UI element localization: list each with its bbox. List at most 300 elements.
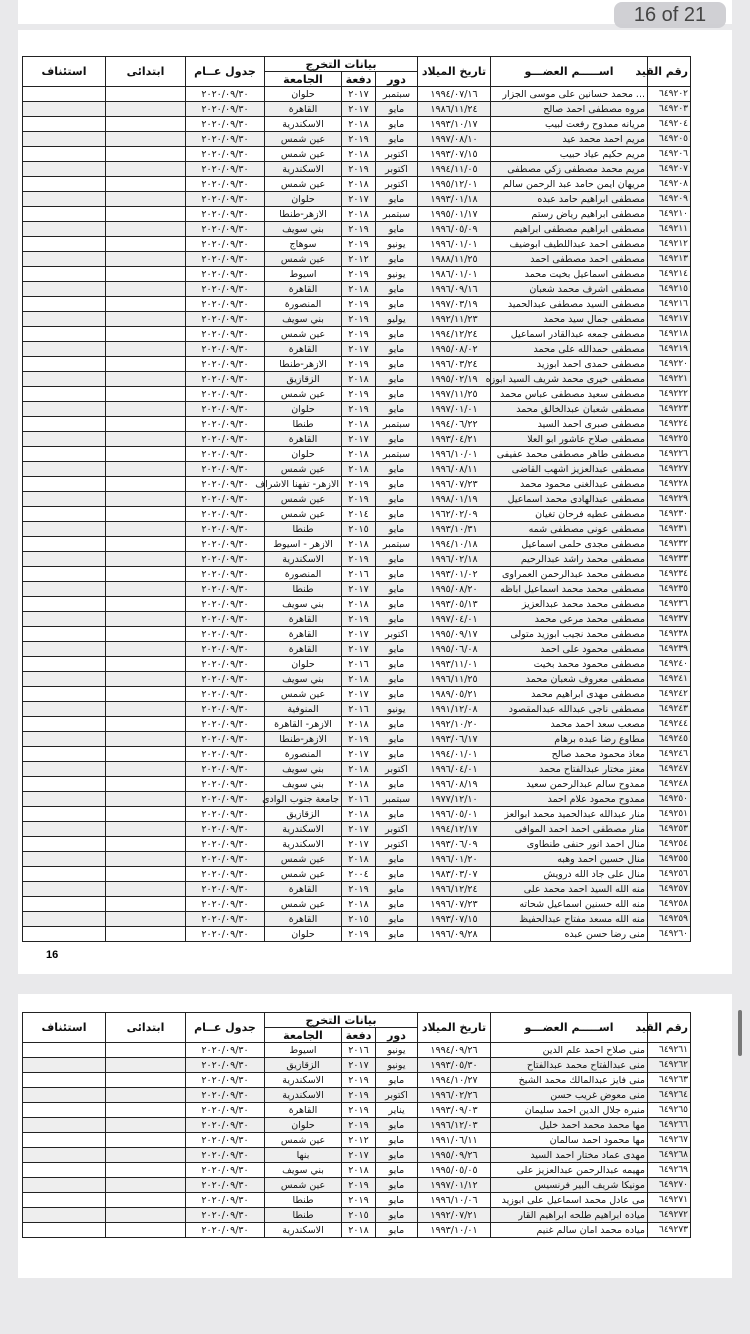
graduation-session: سبتمبر: [376, 447, 418, 462]
member-name: مصطفى محمد عبدالرحمن العمراوى: [491, 567, 648, 582]
primary-cell: [106, 927, 186, 942]
table-row: [23, 1103, 691, 1118]
appeal-cell: [23, 477, 106, 492]
primary-cell: [106, 192, 186, 207]
graduation-session: مايو: [376, 717, 418, 732]
member-name: ممدوح سالم عبدالرحمن سعيد: [491, 777, 648, 792]
university: الازهر- تفهنا الاشراف: [265, 477, 342, 492]
member-id: ٦٤٩٢٢١: [648, 372, 691, 387]
member-id: ٦٤٩٢٢٤: [648, 417, 691, 432]
birth-date: ١٩٨٣/٠٣/٠٧: [418, 867, 491, 882]
general-register-date: ٢٠٢٠/٠٩/٣٠: [186, 852, 265, 867]
appeal-cell: [23, 657, 106, 672]
general-register-date: ٢٠٢٠/٠٩/٣٠: [186, 372, 265, 387]
primary-cell: [106, 132, 186, 147]
birth-date: ١٩٩٤/٠٦/٢٢: [418, 417, 491, 432]
member-name: منه الله حسنين اسماعيل شحاته: [491, 897, 648, 912]
document-page-16: [18, 30, 732, 974]
university: طنطا: [265, 582, 342, 597]
header-primary: ابتدائى: [106, 57, 186, 87]
member-name: مريم احمد محمد عيد: [491, 132, 648, 147]
member-id: ٦٤٩٢٤٨: [648, 777, 691, 792]
graduation-batch: ٢٠١٨: [342, 282, 376, 297]
table-row: [23, 672, 691, 687]
graduation-batch: ٢٠١٩: [342, 477, 376, 492]
member-name: مصطفى ناجى عبدالله عبدالمقصود: [491, 702, 648, 717]
graduation-session: مايو: [376, 462, 418, 477]
appeal-cell: [23, 822, 106, 837]
appeal-cell: [23, 627, 106, 642]
primary-cell: [106, 627, 186, 642]
member-name: مياده ابراهيم طلحه ابراهيم القار: [491, 1208, 648, 1223]
appeal-cell: [23, 1133, 106, 1148]
primary-cell: [106, 582, 186, 597]
graduation-session: مايو: [376, 732, 418, 747]
member-id: ٦٤٩٢١٢: [648, 237, 691, 252]
graduation-session: مايو: [376, 867, 418, 882]
table-row: [23, 612, 691, 627]
member-name: منال احمد انور حنفى طنطاوى: [491, 837, 648, 852]
appeal-cell: [23, 462, 106, 477]
appeal-cell: [23, 912, 106, 927]
general-register-date: ٢٠٢٠/٠٩/٣٠: [186, 492, 265, 507]
graduation-session: مايو: [376, 747, 418, 762]
graduation-session: مايو: [376, 852, 418, 867]
birth-date: ١٩٩٧/٠١/٠١: [418, 402, 491, 417]
table-row: [23, 837, 691, 852]
birth-date: ١٩٨٦/١١/٢٤: [418, 102, 491, 117]
appeal-cell: [23, 612, 106, 627]
appeal-cell: [23, 687, 106, 702]
primary-cell: [106, 912, 186, 927]
appeal-cell: [23, 117, 106, 132]
graduation-batch: ٢٠١٧: [342, 87, 376, 102]
table-row: [23, 657, 691, 672]
primary-cell: [106, 507, 186, 522]
member-name: مهيمه عبدالرحمن عبدالعزيز على: [491, 1163, 648, 1178]
general-register-date: ٢٠٢٠/٠٩/٣٠: [186, 732, 265, 747]
member-name: مصطفى سعيد مصطفى عباس محمد: [491, 387, 648, 402]
table-row: [23, 687, 691, 702]
university: اسيوط: [265, 1043, 342, 1058]
member-name: مريانه ممدوح رفعت لبيب: [491, 117, 648, 132]
graduation-batch: ٢٠١٧: [342, 432, 376, 447]
university: الازهر- القاهرة: [265, 717, 342, 732]
graduation-session: يونيو: [376, 1043, 418, 1058]
primary-cell: [106, 867, 186, 882]
university: بنها: [265, 1148, 342, 1163]
member-name: مصطفى محمد محمد عبدالعزيز: [491, 597, 648, 612]
university: حلوان: [265, 657, 342, 672]
university: عين شمس: [265, 507, 342, 522]
university: الزقازيق: [265, 807, 342, 822]
table-row: [23, 1088, 691, 1103]
university: الاسكندرية: [265, 1223, 342, 1238]
graduation-batch: ٢٠١٩: [342, 1073, 376, 1088]
member-name: مصطفى ابراهيم حامد عبده: [491, 192, 648, 207]
general-register-date: ٢٠٢٠/٠٩/٣٠: [186, 477, 265, 492]
primary-cell: [106, 267, 186, 282]
general-register-date: ٢٠٢٠/٠٩/٣٠: [186, 402, 265, 417]
birth-date: ١٩٩٣/١٠/١٧: [418, 117, 491, 132]
graduation-session: مايو: [376, 1223, 418, 1238]
member-name: مصطفى خيرى محمد شريف السيد ابوزه: [491, 372, 648, 387]
birth-date: ١٩٩٢/١١/٢٣: [418, 312, 491, 327]
birth-date: ١٩٩٧/١١/٢٥: [418, 387, 491, 402]
member-name: مصطفى ابراهيم مصطفى ابراهيم: [491, 222, 648, 237]
primary-cell: [106, 687, 186, 702]
header-session: دور: [376, 1028, 418, 1043]
graduation-session: مايو: [376, 1178, 418, 1193]
member-id: ٦٤٩٢١٨: [648, 327, 691, 342]
graduation-session: مايو: [376, 1208, 418, 1223]
table-row: [23, 927, 691, 942]
member-name: مصطفى مهدى ابراهيم محمد: [491, 687, 648, 702]
graduation-session: مايو: [376, 687, 418, 702]
member-name: مصطفى مجدى حلمى اسماعيل: [491, 537, 648, 552]
member-id: ٦٤٩٢٣١: [648, 522, 691, 537]
member-name: مونيكا شريف البير فرنسيس: [491, 1178, 648, 1193]
table-row: [23, 1178, 691, 1193]
appeal-cell: [23, 267, 106, 282]
graduation-session: مايو: [376, 192, 418, 207]
graduation-session: مايو: [376, 252, 418, 267]
member-id: ٦٤٩٢٣٨: [648, 627, 691, 642]
member-id: ٦٤٩٢٦٣: [648, 1073, 691, 1088]
appeal-cell: [23, 1223, 106, 1238]
birth-date: ١٩٩٤/١٠/١٨: [418, 537, 491, 552]
university: عين شمس: [265, 387, 342, 402]
general-register-date: ٢٠٢٠/٠٩/٣٠: [186, 1208, 265, 1223]
table-row: [23, 762, 691, 777]
member-name: مصطفى اسماعيل بخيت محمد: [491, 267, 648, 282]
member-id: ٦٤٩٢٥١: [648, 807, 691, 822]
graduation-batch: ٢٠١٢: [342, 252, 376, 267]
table-row: [23, 1073, 691, 1088]
member-id: ٦٤٩٢١٧: [648, 312, 691, 327]
graduation-batch: ٢٠١٨: [342, 1223, 376, 1238]
university: الازهر-طنطا: [265, 207, 342, 222]
member-id: ٦٤٩٢٤٤: [648, 717, 691, 732]
university: بني سويف: [265, 597, 342, 612]
graduation-session: يونيو: [376, 237, 418, 252]
general-register-date: ٢٠٢٠/٠٩/٣٠: [186, 552, 265, 567]
table-row: [23, 552, 691, 567]
university: القاهرة: [265, 342, 342, 357]
header-general: جدول عــام: [186, 1013, 265, 1043]
general-register-date: ٢٠٢٠/٠٩/٣٠: [186, 837, 265, 852]
member-id: ٦٤٩٢٠٦: [648, 147, 691, 162]
primary-cell: [106, 252, 186, 267]
graduation-session: مايو: [376, 402, 418, 417]
member-id: ٦٤٩٢٦٧: [648, 1133, 691, 1148]
graduation-session: مايو: [376, 372, 418, 387]
member-id: ٦٤٩٢٤١: [648, 672, 691, 687]
primary-cell: [106, 462, 186, 477]
university: القاهرة: [265, 627, 342, 642]
university: القاهرة: [265, 282, 342, 297]
appeal-cell: [23, 1208, 106, 1223]
university: الاسكندرية: [265, 552, 342, 567]
primary-cell: [106, 897, 186, 912]
appeal-cell: [23, 582, 106, 597]
primary-cell: [106, 342, 186, 357]
birth-date: ١٩٩٤/١٢/٢٤: [418, 327, 491, 342]
birth-date: ١٩٩٦/٠٧/٢٣: [418, 897, 491, 912]
primary-cell: [106, 1178, 186, 1193]
graduation-session: يوليو: [376, 312, 418, 327]
university: طنطا: [265, 1193, 342, 1208]
primary-cell: [106, 282, 186, 297]
graduation-batch: ٢٠١٩: [342, 162, 376, 177]
table-row: [23, 162, 691, 177]
birth-date: ١٩٧٧/١٢/١٠: [418, 792, 491, 807]
member-name: منيره جلال الدين احمد سليمان: [491, 1103, 648, 1118]
university: حلوان: [265, 192, 342, 207]
graduation-batch: ٢٠١٧: [342, 687, 376, 702]
graduation-batch: ٢٠١٨: [342, 1163, 376, 1178]
member-name: مطاوع رضا عبده برهام: [491, 732, 648, 747]
table-row: [23, 897, 691, 912]
appeal-cell: [23, 132, 106, 147]
university: القاهرة: [265, 612, 342, 627]
graduation-session: سبتمبر: [376, 87, 418, 102]
member-name: مصطفى عونى مصطفى شمه: [491, 522, 648, 537]
appeal-cell: [23, 192, 106, 207]
member-name: منال على جاد الله درويش: [491, 867, 648, 882]
university: عين شمس: [265, 177, 342, 192]
table-row: [23, 177, 691, 192]
member-id: ٦٤٩٢٤٢: [648, 687, 691, 702]
birth-date: ١٩٩٥/٠٨/٢٠: [418, 582, 491, 597]
member-id: ٦٤٩٢٠٨: [648, 177, 691, 192]
graduation-session: مايو: [376, 897, 418, 912]
table-row: [23, 492, 691, 507]
member-name: مصطفى محمد مرعى محمد: [491, 612, 648, 627]
appeal-cell: [23, 1118, 106, 1133]
member-id: ٦٤٩٢٣٩: [648, 642, 691, 657]
graduation-session: مايو: [376, 1193, 418, 1208]
primary-cell: [106, 1073, 186, 1088]
birth-date: ١٩٩٤/١١/٠٥: [418, 162, 491, 177]
general-register-date: ٢٠٢٠/٠٩/٣٠: [186, 822, 265, 837]
appeal-cell: [23, 387, 106, 402]
university: المنوفية: [265, 702, 342, 717]
university: اسيوط: [265, 267, 342, 282]
graduation-batch: ٢٠١٧: [342, 102, 376, 117]
primary-cell: [106, 732, 186, 747]
member-name: ممدوح محمود علام احمد: [491, 792, 648, 807]
birth-date: ١٩٩٣/٠٧/١٥: [418, 912, 491, 927]
member-id: ٦٤٩٢٥٤: [648, 837, 691, 852]
graduation-batch: ٢٠١٩: [342, 1193, 376, 1208]
primary-cell: [106, 537, 186, 552]
appeal-cell: [23, 432, 106, 447]
graduation-batch: ٢٠١٨: [342, 672, 376, 687]
member-name: منى فايز عبدالمالك محمد الشيخ: [491, 1073, 648, 1088]
primary-cell: [106, 852, 186, 867]
university: حلوان: [265, 87, 342, 102]
general-register-date: ٢٠٢٠/٠٩/٣٠: [186, 447, 265, 462]
general-register-date: ٢٠٢٠/٠٩/٣٠: [186, 192, 265, 207]
university: القاهرة: [265, 432, 342, 447]
graduation-session: مايو: [376, 387, 418, 402]
birth-date: ١٩٩٣/٠٦/٠٩: [418, 837, 491, 852]
primary-cell: [106, 87, 186, 102]
member-id: ٦٤٩٢٦٥: [648, 1103, 691, 1118]
birth-date: ١٩٩٢/١٠/٢٠: [418, 717, 491, 732]
appeal-cell: [23, 882, 106, 897]
primary-cell: [106, 1043, 186, 1058]
graduation-batch: ٢٠١٦: [342, 567, 376, 582]
appeal-cell: [23, 282, 106, 297]
university: الاسكندرية: [265, 1088, 342, 1103]
graduation-session: مايو: [376, 522, 418, 537]
table-row: [23, 627, 691, 642]
member-id: ٦٤٩٢٤٠: [648, 657, 691, 672]
general-register-date: ٢٠٢٠/٠٩/٣٠: [186, 642, 265, 657]
university: جامعة جنوب الوادى: [265, 792, 342, 807]
table-row: [23, 717, 691, 732]
header-appeal: استئناف: [23, 1013, 106, 1043]
primary-cell: [106, 807, 186, 822]
general-register-date: ٢٠٢٠/٠٩/٣٠: [186, 102, 265, 117]
birth-date: ١٩٩٦/٠١/٠١: [418, 237, 491, 252]
member-id: ٦٤٩٢٥٣: [648, 822, 691, 837]
birth-date: ١٩٩٦/١٠/٠٦: [418, 1193, 491, 1208]
member-name: مريهان ايمن حامد عبد الرحمن سالم: [491, 177, 648, 192]
appeal-cell: [23, 492, 106, 507]
table-row: [23, 447, 691, 462]
member-id: ٦٤٩٢٥٦: [648, 867, 691, 882]
appeal-cell: [23, 837, 106, 852]
table-row: [23, 852, 691, 867]
member-name: منار عبدالله عبدالحميد محمد ابوالعز: [491, 807, 648, 822]
graduation-session: مايو: [376, 1163, 418, 1178]
member-id: ٦٤٩٢١٠: [648, 207, 691, 222]
graduation-batch: ٢٠١٨: [342, 447, 376, 462]
university: القاهرة: [265, 102, 342, 117]
general-register-date: ٢٠٢٠/٠٩/٣٠: [186, 612, 265, 627]
primary-cell: [106, 1058, 186, 1073]
general-register-date: ٢٠٢٠/٠٩/٣٠: [186, 1073, 265, 1088]
graduation-session: اكتوبر: [376, 837, 418, 852]
member-name: مياده محمد امان سالم غنيم: [491, 1223, 648, 1238]
general-register-date: ٢٠٢٠/٠٩/٣٠: [186, 342, 265, 357]
university: عين شمس: [265, 147, 342, 162]
graduation-batch: ٢٠١٩: [342, 1118, 376, 1133]
primary-cell: [106, 372, 186, 387]
appeal-cell: [23, 357, 106, 372]
appeal-cell: [23, 747, 106, 762]
university: عين شمس: [265, 867, 342, 882]
table-row: [23, 567, 691, 582]
member-id: ٦٤٩٢١١: [648, 222, 691, 237]
table-row: [23, 792, 691, 807]
primary-cell: [106, 522, 186, 537]
university: الاسكندرية: [265, 162, 342, 177]
primary-cell: [106, 432, 186, 447]
graduation-batch: ٢٠١٩: [342, 1103, 376, 1118]
general-register-date: ٢٠٢٠/٠٩/٣٠: [186, 282, 265, 297]
header-id: رقم القيد: [648, 1013, 691, 1043]
graduation-session: مايو: [376, 807, 418, 822]
member-name: منار مصطفى احمد احمد الموافى: [491, 822, 648, 837]
table-row: [23, 1208, 691, 1223]
general-register-date: ٢٠٢٠/٠٩/٣٠: [186, 657, 265, 672]
member-id: ٦٤٩٢٧٠: [648, 1178, 691, 1193]
table-row: [23, 327, 691, 342]
general-register-date: ٢٠٢٠/٠٩/٣٠: [186, 1118, 265, 1133]
birth-date: ١٩٩٣/٠٩/٠٣: [418, 1103, 491, 1118]
primary-cell: [106, 327, 186, 342]
member-id: ٦٤٩٢٠٧: [648, 162, 691, 177]
appeal-cell: [23, 507, 106, 522]
appeal-cell: [23, 1193, 106, 1208]
members-table: [22, 56, 691, 942]
member-id: ٦٤٩٢٧١: [648, 1193, 691, 1208]
birth-date: ١٩٩٣/٠٦/١٧: [418, 732, 491, 747]
general-register-date: ٢٠٢٠/٠٩/٣٠: [186, 1193, 265, 1208]
member-id: ٦٤٩٢٤٥: [648, 732, 691, 747]
appeal-cell: [23, 537, 106, 552]
member-id: ٦٤٩٢٦٤: [648, 1088, 691, 1103]
graduation-session: مايو: [376, 657, 418, 672]
birth-date: ١٩٩٧/٠٣/١٩: [418, 297, 491, 312]
member-name: معتز مختار عبدالفتاح محمد: [491, 762, 648, 777]
primary-cell: [106, 1088, 186, 1103]
university: القاهرة: [265, 882, 342, 897]
birth-date: ١٩٩١/٠٦/١١: [418, 1133, 491, 1148]
graduation-batch: ٢٠١٩: [342, 612, 376, 627]
header-dob: تاريخ الميلاد: [418, 1013, 491, 1043]
graduation-session: مايو: [376, 1073, 418, 1088]
birth-date: ١٩٩٤/١٢/١٧: [418, 822, 491, 837]
appeal-cell: [23, 447, 106, 462]
primary-cell: [106, 837, 186, 852]
university: عين شمس: [265, 852, 342, 867]
primary-cell: [106, 477, 186, 492]
table-row: [23, 432, 691, 447]
appeal-cell: [23, 297, 106, 312]
appeal-cell: [23, 1148, 106, 1163]
graduation-batch: ٢٠١٨: [342, 762, 376, 777]
member-id: ٦٤٩٢٠٣: [648, 102, 691, 117]
birth-date: ١٩٩٣/١٠/٠١: [418, 1223, 491, 1238]
scrollbar[interactable]: [738, 1010, 742, 1056]
member-name: مها محمد محمد احمد خليل: [491, 1118, 648, 1133]
university: بني سويف: [265, 672, 342, 687]
graduation-batch: ٢٠١٦: [342, 702, 376, 717]
graduation-batch: ٢٠١٢: [342, 1133, 376, 1148]
graduation-batch: ٢٠١٩: [342, 732, 376, 747]
appeal-cell: [23, 237, 106, 252]
graduation-batch: ٢٠١٩: [342, 927, 376, 942]
member-name: مصطفى عبدالعزيز اشهب القاضى: [491, 462, 648, 477]
appeal-cell: [23, 312, 106, 327]
university: الازهر - اسيوط: [265, 537, 342, 552]
graduation-batch: ٢٠١٩: [342, 1088, 376, 1103]
graduation-session: مايو: [376, 567, 418, 582]
birth-date: ١٩٩٣/٠١/١٨: [418, 192, 491, 207]
university: عين شمس: [265, 132, 342, 147]
member-name: مصعب سعد احمد محمد: [491, 717, 648, 732]
general-register-date: ٢٠٢٠/٠٩/٣٠: [186, 387, 265, 402]
member-id: ٦٤٩٢١٩: [648, 342, 691, 357]
graduation-session: مايو: [376, 297, 418, 312]
general-register-date: ٢٠٢٠/٠٩/٣٠: [186, 252, 265, 267]
university: المنصورة: [265, 297, 342, 312]
